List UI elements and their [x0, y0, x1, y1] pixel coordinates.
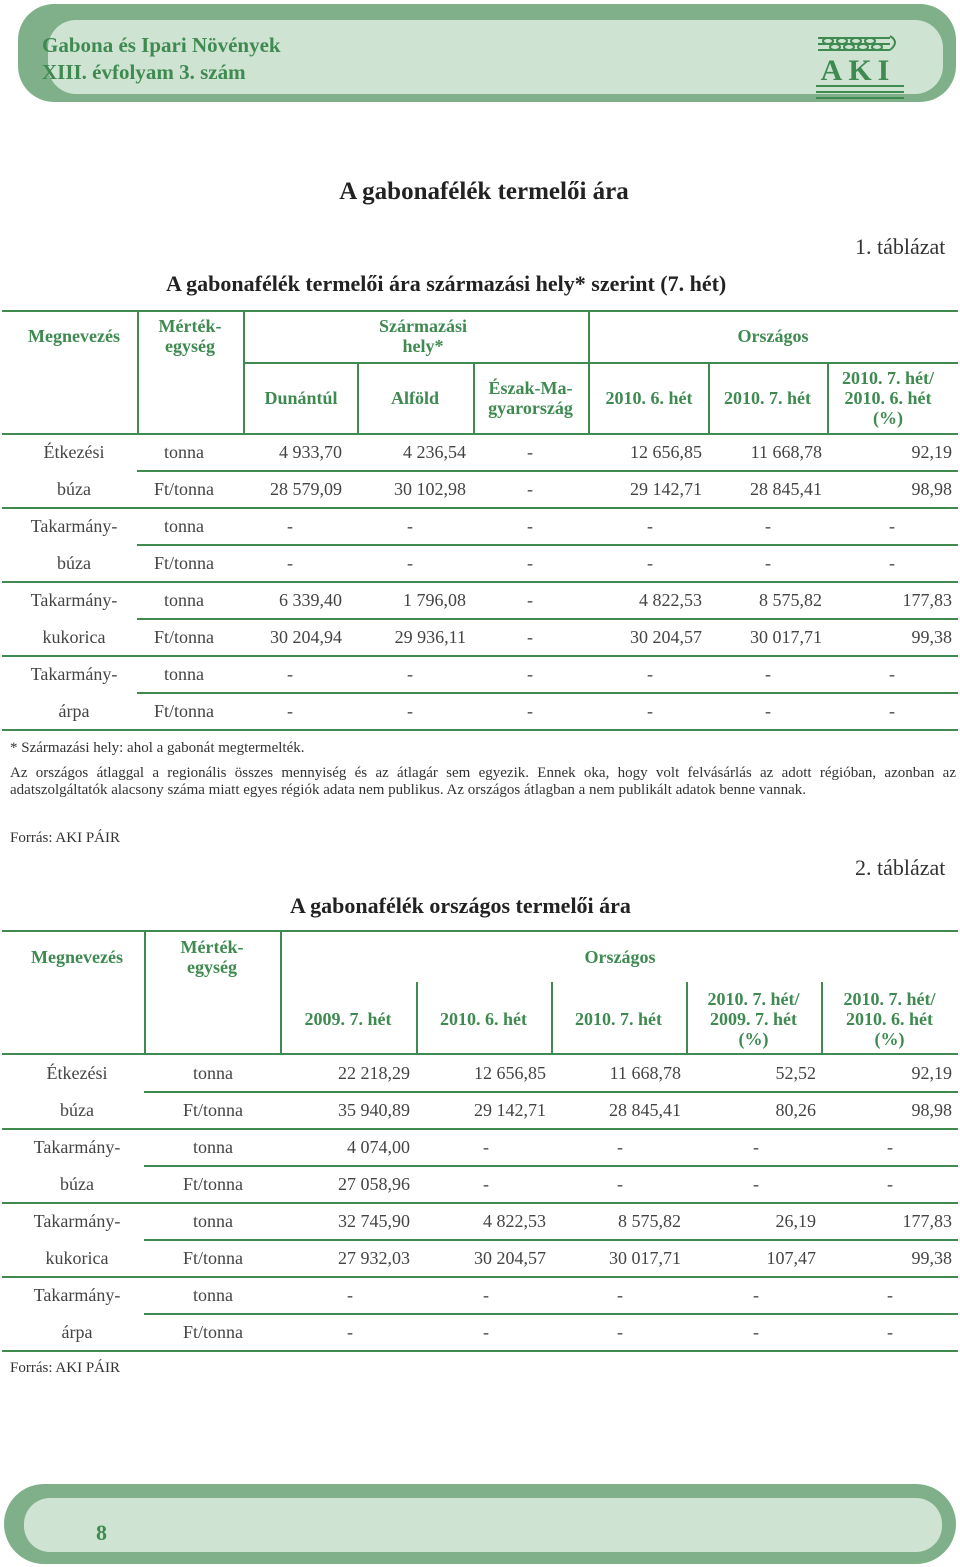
table1-row-rule	[137, 618, 958, 620]
table1-cell: -	[287, 553, 293, 573]
table2-row-rule	[2, 1128, 958, 1130]
journal-issue: XIII. évfolyam 3. szám	[42, 60, 246, 84]
table2-header-national: Országos	[584, 947, 656, 967]
table1-row-unit: tonna	[164, 664, 204, 684]
table1-header-origin: Származási hely*	[379, 316, 467, 356]
table1-cell: 30 204,94	[270, 627, 342, 647]
table1-cell: -	[527, 553, 533, 573]
table1-cell: 28 579,09	[270, 479, 342, 499]
table2-source: Forrás: AKI PÁIR	[10, 1360, 121, 1376]
table1-cell: -	[889, 664, 895, 684]
table1-cell: -	[889, 701, 895, 721]
table1-row-name: Takarmány-	[30, 516, 118, 536]
table2-label: 2. táblázat	[855, 855, 946, 880]
table2-cell: 29 142,71	[474, 1100, 546, 1120]
table2-header-bottom-rule	[2, 1053, 958, 1055]
table1-row-rule	[137, 544, 958, 546]
footer-band	[4, 1484, 956, 1564]
table1-header-bottom-rule	[2, 433, 958, 435]
aki-logo	[808, 28, 912, 104]
table2-cell: 32 745,90	[338, 1211, 410, 1231]
table1-cell: 99,38	[911, 627, 952, 647]
table1-cell: 12 656,85	[630, 442, 702, 462]
table1-cell: 30 204,57	[630, 627, 702, 647]
table2-row-rule	[2, 1202, 958, 1204]
table2-cell: -	[483, 1285, 489, 1305]
table1-cell: -	[765, 701, 771, 721]
table2-header-col: 2010. 7. hét/ 2010. 6. hét (%)	[843, 989, 936, 1049]
table1-footnote: * Származási hely: ahol a gabonát megtermelték.	[10, 740, 305, 756]
table1-row-name: búza	[57, 479, 91, 499]
table2-cell: -	[617, 1285, 623, 1305]
table2-cell: -	[483, 1322, 489, 1342]
table1-row-unit: Ft/tonna	[153, 701, 214, 721]
table1-top-rule	[2, 310, 958, 312]
table1-row-name: Takarmány-	[30, 590, 118, 610]
table1-cell: -	[889, 516, 895, 536]
table2-cell: -	[617, 1174, 623, 1194]
table1-cell: -	[407, 701, 413, 721]
table1-header-name: Megnevezés	[28, 326, 120, 346]
table2-cell: -	[617, 1322, 623, 1342]
table1-cell: -	[287, 516, 293, 536]
table2-row-name: kukorica	[45, 1248, 109, 1268]
table2-cell: -	[347, 1285, 353, 1305]
table1-cell: -	[527, 479, 533, 499]
table1-vrule	[243, 310, 245, 433]
table2-cell: 98,98	[911, 1100, 952, 1120]
table2-row-unit: tonna	[193, 1285, 233, 1305]
table1-cell: -	[407, 553, 413, 573]
table1-cell: 29 936,11	[394, 627, 466, 647]
table2-cell: 4 074,00	[347, 1137, 410, 1157]
table1-cell: -	[765, 664, 771, 684]
table2-header-name: Megnevezés	[31, 947, 123, 967]
table1-cell: -	[527, 701, 533, 721]
table2-cell: 35 940,89	[338, 1100, 410, 1120]
table1-cell: -	[765, 553, 771, 573]
table1-note: Az országos átlaggal a regionális összes mennyiség és az átlagár sem egyezik. Ennek oka, hogy volt felvásárlás az adott régióban, azonban az adatszolgáltatók alacsony száma miatt egyes régiók adata nem publikus. Az országos átlagban a nem publikált adatok benne vannak.	[10, 765, 956, 798]
table1-header-col: 2010. 7. hét/ 2010. 6. hét (%)	[842, 368, 934, 428]
table2-cell: -	[753, 1285, 759, 1305]
table1-header-unit: Mérték- egység	[158, 316, 222, 356]
table2-cell: -	[887, 1137, 893, 1157]
journal-header	[42, 32, 281, 86]
table2-cell: -	[347, 1322, 353, 1342]
table1-cell: -	[407, 516, 413, 536]
table1-cell: -	[527, 516, 533, 536]
table2-row-name: Takarmány-	[33, 1285, 121, 1305]
table1-row-name: árpa	[58, 701, 90, 721]
table2-header-col: 2009. 7. hét	[304, 1009, 392, 1029]
table2-row-name: búza	[60, 1174, 94, 1194]
table1-cell: -	[287, 664, 293, 684]
table2-cell: 4 822,53	[483, 1211, 546, 1231]
table2-row-unit: Ft/tonna	[182, 1100, 243, 1120]
table1-row-unit: Ft/tonna	[153, 479, 214, 499]
table2-row-name: árpa	[61, 1322, 93, 1342]
journal-title: Gabona és Ipari Növények	[42, 33, 281, 57]
table1-cell: 1 796,08	[403, 590, 466, 610]
table2-cell: 177,83	[902, 1211, 952, 1231]
table1-row-rule	[2, 655, 958, 657]
table1-cell: -	[527, 627, 533, 647]
table1-cell: 4 933,70	[279, 442, 342, 462]
table2-row-rule	[2, 1276, 958, 1278]
table1-header-national: Országos	[737, 326, 809, 346]
table2-row-name: Takarmány-	[33, 1211, 121, 1231]
table1-cell: 177,83	[902, 590, 952, 610]
table2-cell: 12 656,85	[474, 1063, 546, 1083]
table1-cell: 98,98	[911, 479, 952, 499]
table1-header-mid-rule	[245, 362, 958, 364]
table2-row-unit: Ft/tonna	[182, 1174, 243, 1194]
table1-cell: 11 668,78	[750, 442, 822, 462]
table1-cell: -	[647, 701, 653, 721]
table1-row-unit: tonna	[164, 590, 204, 610]
table2-row-name: Takarmány-	[33, 1137, 121, 1157]
table2-cell: 26,19	[775, 1211, 816, 1231]
table1-header-col: 2010. 6. hét	[605, 388, 693, 408]
table1-row-unit: tonna	[164, 516, 204, 536]
table2-cell: 92,19	[911, 1063, 952, 1083]
table2-row-rule	[144, 1091, 958, 1093]
table1-cell: 30 102,98	[394, 479, 466, 499]
table1-cell: 8 575,82	[759, 590, 822, 610]
logo-text: AKI	[820, 54, 896, 87]
table1-cell: -	[527, 590, 533, 610]
table1-row-rule	[137, 470, 958, 472]
table2-header-col: 2010. 7. hét/ 2009. 7. hét (%)	[707, 989, 800, 1049]
table1-row-unit: tonna	[164, 442, 204, 462]
table1-row-name: Étkezési	[43, 442, 105, 462]
table1-cell: -	[527, 442, 533, 462]
table1-cell: 30 017,71	[750, 627, 822, 647]
table1-row-name: búza	[57, 553, 91, 573]
table1-cell: 28 845,41	[750, 479, 822, 499]
table1-cell: -	[647, 553, 653, 573]
table1-header-col: Dunántúl	[264, 388, 338, 408]
table1-label: 1. táblázat	[855, 234, 946, 259]
table1-row-rule	[137, 692, 958, 694]
table2-cell: -	[483, 1174, 489, 1194]
table1-row-unit: Ft/tonna	[153, 627, 214, 647]
table2-cell: 107,47	[766, 1248, 816, 1268]
table1-cell: 4 822,53	[639, 590, 702, 610]
table2-cell: 27 058,96	[338, 1174, 410, 1194]
table1-header-col: Észak-Ma- gyarország	[488, 378, 573, 418]
table2-cell: 28 845,41	[609, 1100, 681, 1120]
table2-row-name: búza	[60, 1100, 94, 1120]
table1-cell: -	[889, 553, 895, 573]
table2-cell: 30 017,71	[609, 1248, 681, 1268]
page-title: A gabonafélék termelői ára	[339, 178, 629, 205]
table1-cell: -	[765, 516, 771, 536]
table2-cell: 30 204,57	[474, 1248, 546, 1268]
page-number: 8	[96, 1520, 107, 1545]
table2-row-rule	[144, 1239, 958, 1241]
table2-cell: 11 668,78	[609, 1063, 681, 1083]
table2-cell: -	[617, 1137, 623, 1157]
table2-cell: 27 932,03	[338, 1248, 410, 1268]
table2-row-rule	[144, 1313, 958, 1315]
table2-row-unit: Ft/tonna	[182, 1322, 243, 1342]
table1-header-col: 2010. 7. hét	[724, 388, 811, 408]
table1-header-col: Alföld	[390, 388, 439, 408]
table2-header-unit: Mérték- egység	[180, 937, 244, 977]
table2-title: A gabonafélék országos termelői ára	[290, 893, 631, 918]
table1-cell: 29 142,71	[630, 479, 702, 499]
table2-cell: 8 575,82	[618, 1211, 681, 1231]
table2-cell: -	[483, 1137, 489, 1157]
table2-header-col: 2010. 7. hét	[575, 1009, 662, 1029]
table2-row-name: Étkezési	[46, 1063, 108, 1083]
table1-source: Forrás: AKI PÁIR	[10, 830, 121, 846]
table1-cell: -	[647, 664, 653, 684]
table1-cell: 4 236,54	[403, 442, 466, 462]
table1-cell: 6 339,40	[279, 590, 342, 610]
table2-row-unit: Ft/tonna	[182, 1248, 243, 1268]
table2-cell: -	[753, 1137, 759, 1157]
table2-header-col: 2010. 6. hét	[440, 1009, 527, 1029]
table2-cell: -	[753, 1322, 759, 1342]
table2-cell: 99,38	[911, 1248, 952, 1268]
table2-cell: -	[887, 1285, 893, 1305]
table2-row-unit: tonna	[193, 1063, 233, 1083]
table2-row-unit: tonna	[193, 1211, 233, 1231]
table1-row-rule	[2, 581, 958, 583]
table1-row-name: kukorica	[42, 627, 106, 647]
table2-row-rule	[144, 1165, 958, 1167]
footer-band-inner	[24, 1498, 942, 1552]
table1-row-rule	[2, 507, 958, 509]
table1-row-name: Takarmány-	[30, 664, 118, 684]
table2-cell: 52,52	[775, 1063, 816, 1083]
table1-cell: 92,19	[911, 442, 952, 462]
table2-bottom-rule	[2, 1350, 958, 1352]
table1-cell: -	[527, 664, 533, 684]
table1-bottom-rule	[2, 729, 958, 731]
table1-title: A gabonafélék termelői ára származási hely* szerint (7. hét)	[166, 271, 727, 296]
table1-cell: -	[647, 516, 653, 536]
table1-cell: -	[407, 664, 413, 684]
table2-cell: -	[887, 1174, 893, 1194]
table2-cell: 80,26	[775, 1100, 816, 1120]
table2-cell: -	[753, 1174, 759, 1194]
table1-cell: -	[287, 701, 293, 721]
table2-cell: -	[887, 1322, 893, 1342]
table2-cell: 22 218,29	[338, 1063, 410, 1083]
table1-row-unit: Ft/tonna	[153, 553, 214, 573]
table2-row-unit: tonna	[193, 1137, 233, 1157]
